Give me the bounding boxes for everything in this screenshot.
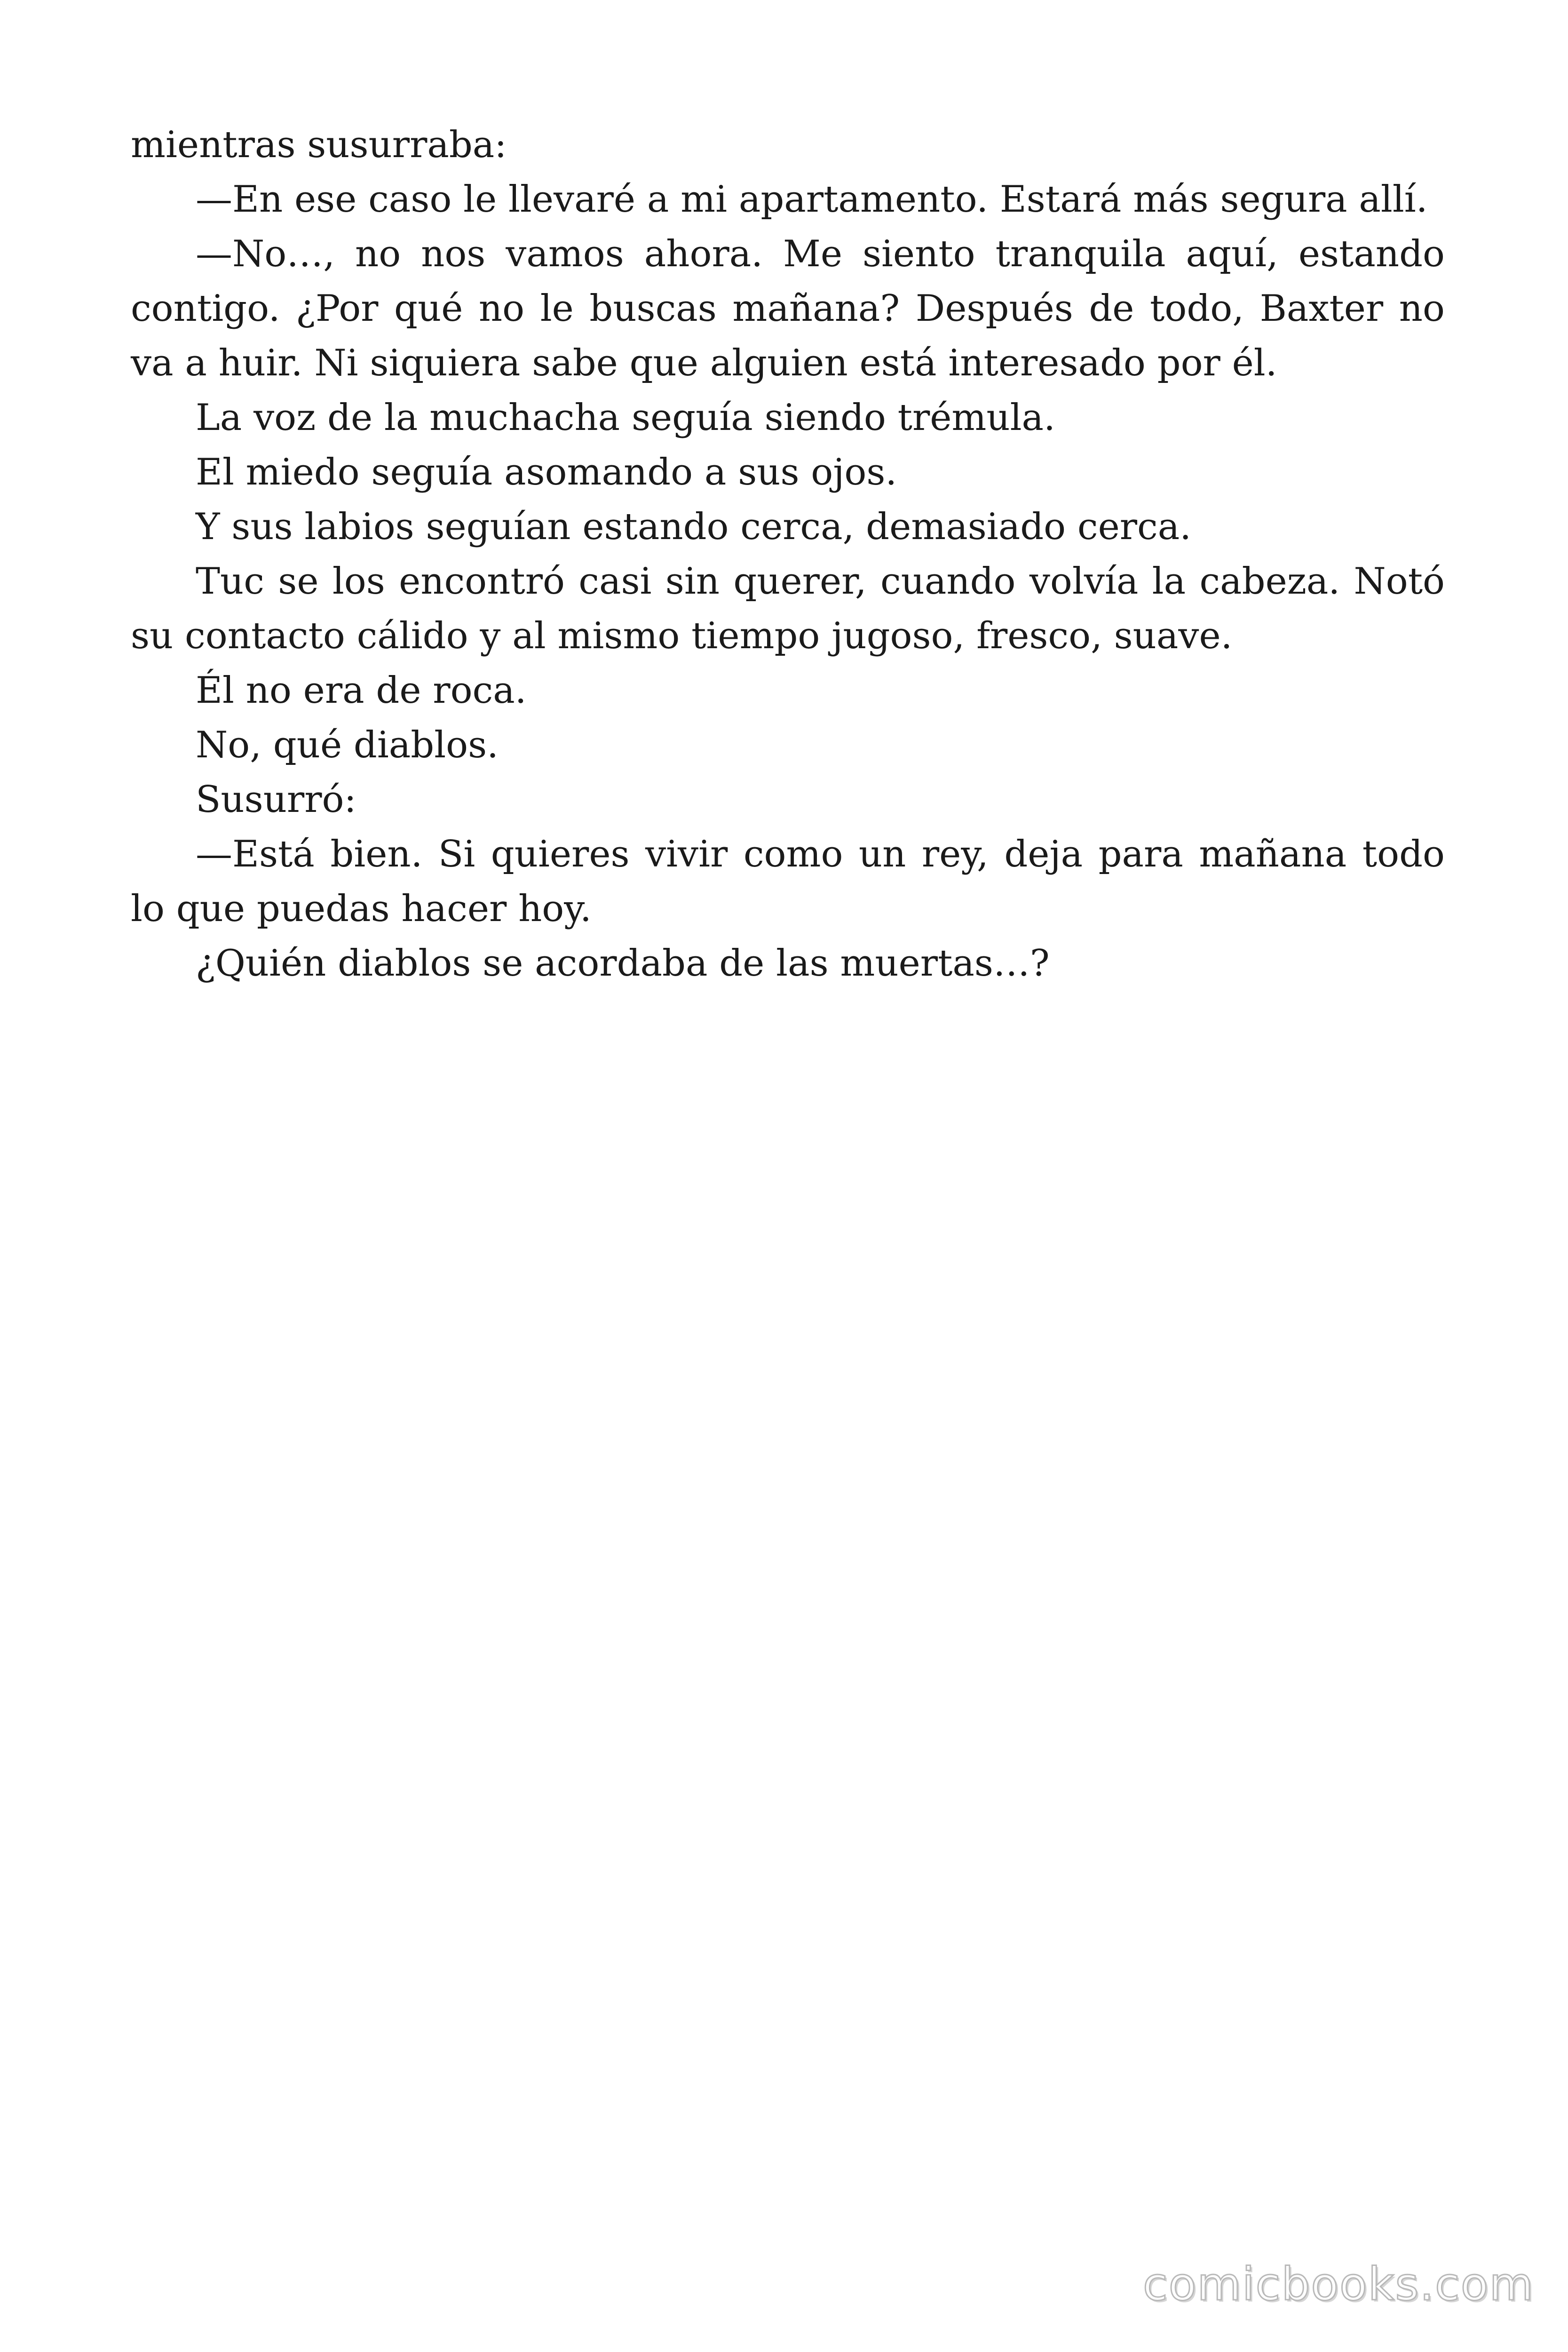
paragraph-12: ¿Quién diablos se acordaba de las muertas…? bbox=[196, 942, 1050, 985]
paragraph-8: Él no era de roca. bbox=[196, 669, 527, 712]
paragraph-3: —No…, no nos vamos ahora. Me siento tranquila aquí, estando contigo. ¿Por qué no le buscas mañana? Después de todo, Baxter no va a huir. Ni siquiera sabe que alguien está interesado por él. bbox=[131, 233, 1445, 384]
page-text bbox=[131, 118, 1445, 991]
paragraph-2: —En ese caso le llevaré a mi apartamento. Estará más segura allí. bbox=[196, 178, 1428, 221]
paragraph-10: Susurró: bbox=[196, 779, 356, 821]
paragraph-9: No, qué diablos. bbox=[196, 724, 499, 766]
paragraph-5: El miedo seguía asomando a sus ojos. bbox=[196, 451, 897, 493]
paragraph-6: Y sus labios seguían estando cerca, demasiado cerca. bbox=[196, 506, 1192, 548]
paragraph-4: La voz de la muchacha seguía siendo trémula. bbox=[196, 397, 1055, 439]
paragraph-1: mientras susurraba: bbox=[131, 124, 507, 166]
paragraph-11: —Está bien. Si quieres vivir como un rey, deja para mañana todo lo que puedas hacer hoy. bbox=[131, 833, 1445, 930]
paragraph-7: Tuc se los encontró casi sin querer, cuando volvía la cabeza. Notó su contacto cálido y al mismo tiempo jugoso, fresco, suave. bbox=[131, 560, 1445, 657]
site-watermark: comicbooks.com bbox=[1142, 2258, 1534, 2311]
